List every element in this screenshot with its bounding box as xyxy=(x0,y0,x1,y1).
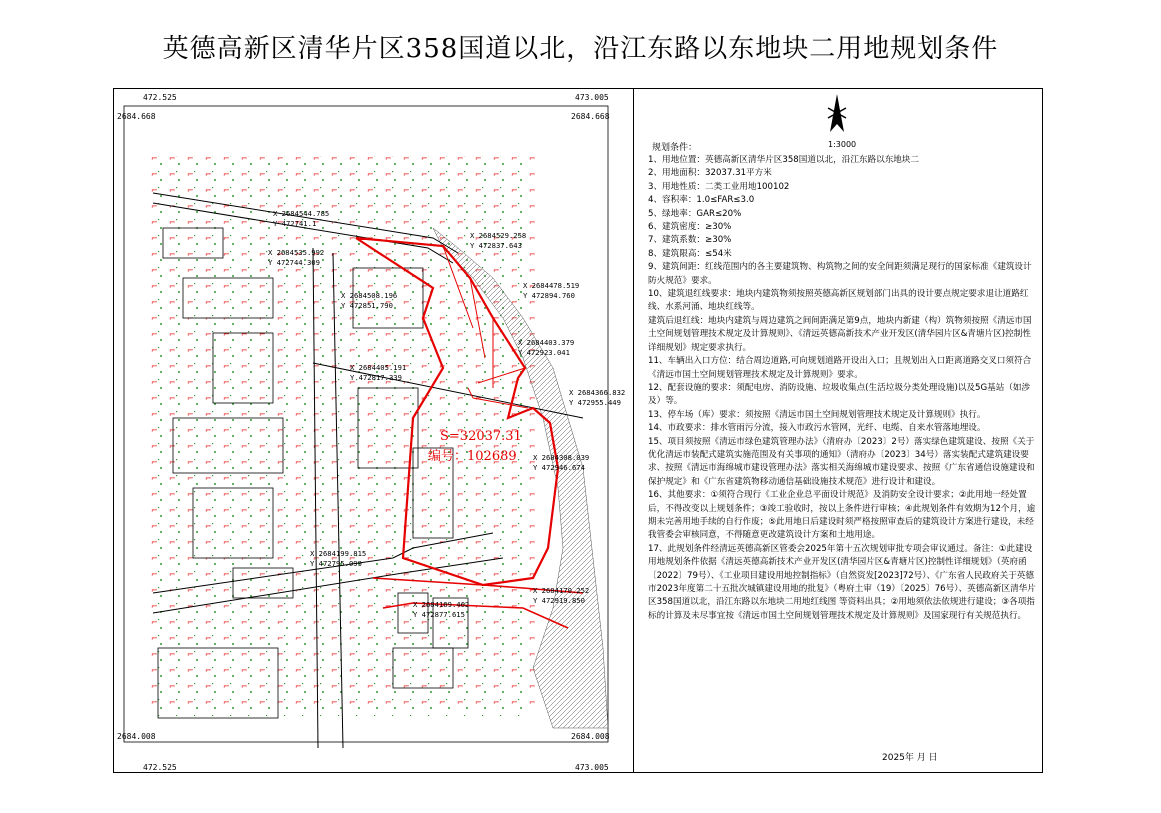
date-line: 2025年 月 日 xyxy=(882,753,938,763)
condition-item: 9、建筑间距：红线范围内的各主要建筑物、构筑物之间的安全间距须满足现行的国家标准《建筑设计防火规范》要求。 xyxy=(648,262,1032,286)
scale-label: 1:3000 xyxy=(828,140,857,149)
coord-bottom-left-x: 472.525 xyxy=(143,763,177,772)
condition-item: 建筑后退红线：地块内建筑与周边建筑之间间距满足第9点，地块内新建（构）筑物须按照《清远市国土空间规划管理技术规定及计算规则》、《清远英德高新技术产业开发区(清华园片区&青塘片区)控制性详细规划》规定要求执行。 xyxy=(648,315,1032,353)
condition-item: 1、用地位置：英德高新区清华片区358国道以北，沿江东路以东地块二 xyxy=(648,155,920,165)
pt-12-y: Y 472877.615 xyxy=(413,610,465,619)
condition-item: 15、项目须按照《清远市绿色建筑管理办法》（清府办〔2023〕2号）落实绿色建筑建设、按照《关于优化清远市装配式建筑实施范围及有关事项的通知》（清府办〔2023〕34号）落实装配式建筑建设要求、按照《清远市海绵城市建设管理办法》落实相关海绵城市建设要求、按照《广东省通信设施建设和保护规定》和《广东省建筑物移动通信基础设施技术规范》进行设计和建设。 xyxy=(648,436,1035,487)
coord-left-bottom-y: 2684.008 xyxy=(117,732,156,741)
pt-10-y: Y 472795.099 xyxy=(310,559,362,568)
page-title: 英德高新区清华片区358国道以北，沿江东路以东地块二用地规划条件 xyxy=(162,34,999,64)
pt-8-y: Y 472955.449 xyxy=(569,398,621,407)
condition-item: 2、用地面积：32037.31平方米 xyxy=(648,168,772,179)
pt-4-y: Y 472894.760 xyxy=(523,291,575,300)
coord-top-left-x: 472.525 xyxy=(143,93,177,102)
pt-6-y: Y 472923.041 xyxy=(518,348,570,357)
north-arrow-icon xyxy=(822,92,852,138)
pt-11-x: X 2684170.252 xyxy=(533,586,590,595)
condition-item: 16、其他要求：①须符合现行《工业企业总平面设计规范》及消防安全设计要求；②此用地一经处置后，不得改变以上规划条件；③竣工验收时，按以上条件进行审核；④此规划条件有效期为12个月，逾期未完善用地手续的自行作废；⑤此用地日后建设时须严格按照审查后的建筑设计方案进行建设，未经我管委会审核同意，不得随意更改建筑设计方案和土地用途。 xyxy=(648,490,1036,541)
pt-9-x: X 2684308.039 xyxy=(533,453,590,462)
conditions-panel xyxy=(633,88,1043,773)
pt-6-x: X 2684403.379 xyxy=(518,338,575,347)
site-map xyxy=(113,88,633,773)
site-area-label: S=32037.31 xyxy=(440,429,522,444)
pt-9-y: Y 472946.674 xyxy=(533,463,585,472)
condition-item: 5、绿地率：GAR≤20% xyxy=(648,208,742,219)
condition-item: 4、容积率：1.0≤FAR≤3.0 xyxy=(648,195,755,206)
pt-7-y: Y 472817.339 xyxy=(350,373,402,382)
condition-item: 8、建筑限高：≤54米 xyxy=(648,248,732,259)
pt-5-y: Y 472851.790 xyxy=(341,301,393,310)
condition-item: 14、市政要求：排水管雨污分流，接入市政污水管网，光纤、电缆、自来水管落地埋设。 xyxy=(648,423,986,434)
pt-4-x: X 2684478.519 xyxy=(523,281,580,290)
coord-left-top-y: 2684.668 xyxy=(117,112,156,121)
condition-item: 10、建筑退红线要求：地块内建筑物须按照英德高新区规划部门出具的设计要点规定要求退让道路红线、水系河涌、地块红线等。 xyxy=(648,289,1029,313)
pt-10-x: X 2684199.815 xyxy=(310,549,367,558)
coord-bottom-right-x: 473.005 xyxy=(575,763,609,772)
coord-right-bottom-y: 2684.008 xyxy=(571,732,610,741)
pt-5-x: X 2684508.196 xyxy=(341,291,398,300)
conditions-list xyxy=(648,154,1036,623)
condition-item: 11、车辆出入口方位：结合周边道路,可向规划道路开设出入口；且规划出入口距离道路交叉口须符合《清远市国土空间规划管理技术规定及计算规则》要求。 xyxy=(648,356,1032,380)
pt-12-x: X 2684169.462 xyxy=(413,600,470,609)
coord-top-right-x: 473.005 xyxy=(575,93,609,102)
site-code-label: 编号：102689 xyxy=(428,449,517,464)
condition-item: 3、用地性质：二类工业用地100102 xyxy=(648,181,790,192)
pt-3-y: Y 472744.309 xyxy=(268,258,320,267)
condition-item: 6、建筑密度：≥30% xyxy=(648,222,732,233)
pt-1-y: Y 472741.1 xyxy=(273,219,317,228)
condition-item: 12、配套设施的要求：须配电房、消防设施、垃圾收集点(生活垃圾分类处理设施)以及5G基站（如涉及）等。 xyxy=(648,382,1031,407)
pt-8-x: X 2684366.832 xyxy=(569,388,626,397)
condition-item: 13、停车场（库）要求：须按照《清远市国土空间规划管理技术规定及计算规则》执行。 xyxy=(648,409,986,420)
pt-1-x: X 2684544.785 xyxy=(273,209,330,218)
pt-2-y: Y 472837.643 xyxy=(470,241,522,250)
coord-right-top-y: 2684.668 xyxy=(571,112,610,121)
pt-2-x: X 2684529.258 xyxy=(470,231,527,240)
condition-item: 7、建筑系数：≥30% xyxy=(648,235,732,246)
conditions-heading: 规划条件： xyxy=(652,143,698,153)
pt-7-x: X 2684405.191 xyxy=(350,363,407,372)
condition-item: 17、此规划条件经清远英德高新区管委会2025年第十五次规划审批专项会审议通过。备注：①此建设用地规划条件依据《清远英德高新技术产业开发区(清华园片区&青塘片区)控制性详细规划》（英府函〔2022〕79号）、《工业项目建设用地控制指标》（自然资发[2023]72号）、《广东省人民政府关于英德市2023年度第二十五批次城镇建设用地的批复》（粤府土审（19）〔2025〕76号）、英德高新区清华片区358国道以北，沿江东路以东地块二用地红线图 等资料出具；②用地须依法依规进行建设；③各项指标的计算及未尽事宜按《清远市国土空间规划管理技术规定及计算规则》及国家现行有关规范执行。 xyxy=(648,543,1036,621)
pt-3-x: X 2684535.992 xyxy=(268,248,325,257)
pt-11-y: Y 472919.850 xyxy=(533,596,585,605)
